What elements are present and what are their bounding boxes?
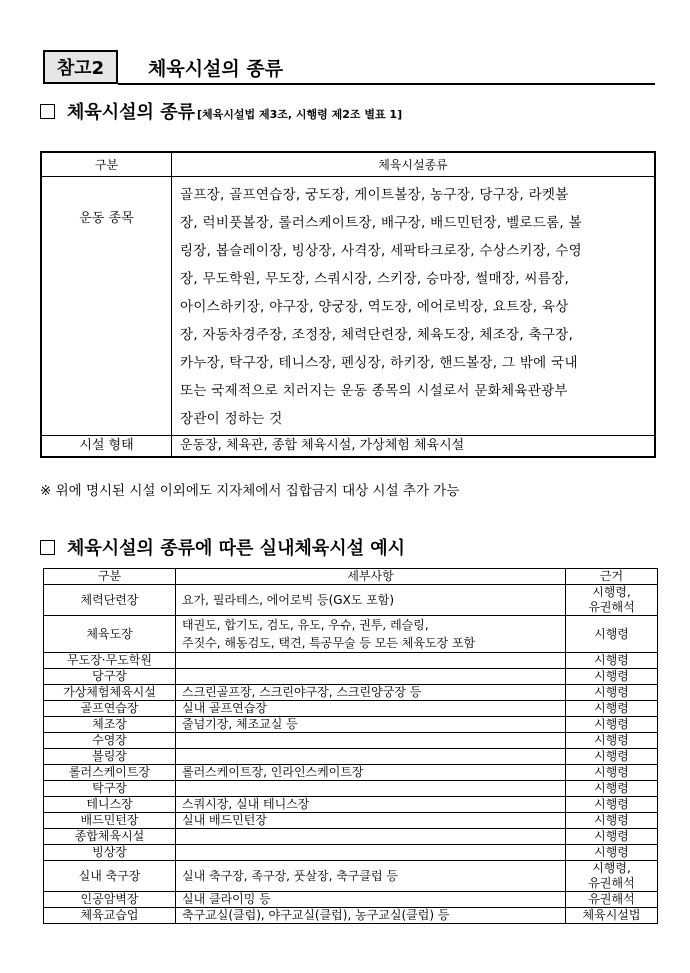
detail-line: 태권도, 합기도, 검도, 유도, 우슈, 권투, 레슬링,	[182, 618, 429, 632]
row-basis: 시행령	[566, 733, 658, 749]
header-detail: 세부사항	[176, 569, 566, 585]
basis-line: 유권해석	[588, 876, 635, 890]
row-category: 무도장·무도학원	[44, 653, 176, 669]
basis-line: 시행령,	[592, 861, 631, 875]
row-basis: 시행령	[566, 717, 658, 733]
header-category: 구분	[41, 152, 172, 177]
row-category: 인공암벽장	[44, 892, 176, 908]
table-row	[44, 685, 658, 701]
facility-types-table	[40, 151, 656, 458]
row-category: 볼링장	[44, 749, 176, 765]
row-basis: 시행령	[566, 701, 658, 717]
table-row	[41, 177, 655, 436]
row-detail: 줄넘기장, 체조교실 등	[176, 717, 566, 733]
table-row	[44, 701, 658, 717]
row-category: 실내 축구장	[44, 861, 176, 892]
row-category: 체육도장	[44, 616, 176, 653]
row-category: 종합체육시설	[44, 829, 176, 845]
basis-line: 유권해석	[588, 600, 635, 614]
reference-label: 참고2	[56, 58, 105, 79]
note-text: ※ 위에 명시된 시설 이외에도 지자체에서 집합금지 대상 시설 추가 가능	[40, 483, 460, 499]
table-row	[44, 829, 658, 845]
table-row	[44, 765, 658, 781]
row-detail: 스쿼시장, 실내 테니스장	[176, 797, 566, 813]
table-row	[44, 908, 658, 924]
row-category: 테니스장	[44, 797, 176, 813]
table-row	[44, 797, 658, 813]
sports-line: 골프장, 골프연습장, 궁도장, 게이트볼장, 농구장, 당구장, 라켓볼	[180, 187, 569, 203]
row-basis: 시행령	[566, 685, 658, 701]
row-basis: 유권해석	[566, 892, 658, 908]
row-basis: 시행령	[566, 616, 658, 653]
row-basis: 시행령	[566, 797, 658, 813]
table-row	[44, 616, 658, 653]
section2-title: 체육시설의 종류에 따른 실내체육시설 예시	[67, 538, 406, 559]
row-basis: 시행령	[566, 765, 658, 781]
sports-line: 장, 럭비풋볼장, 롤러스케이트장, 배구장, 배드민턴장, 벨로드롬, 볼	[180, 215, 582, 231]
row-detail	[176, 669, 566, 685]
sports-line: 아이스하키장, 야구장, 양궁장, 역도장, 에어로빅장, 요트장, 육상	[180, 299, 569, 315]
section1-heading	[40, 98, 402, 124]
row-category: 롤러스케이트장	[44, 765, 176, 781]
table-row	[44, 653, 658, 669]
page-title: 체육시설의 종류	[148, 58, 284, 80]
row-basis: 시행령	[566, 669, 658, 685]
row-category: 수영장	[44, 733, 176, 749]
table-header-row	[44, 569, 658, 585]
indoor-facility-examples-table	[43, 568, 658, 924]
detail-line: 주짓수, 해동검도, 택견, 특공무술 등 모든 체육도장 포함	[182, 636, 476, 650]
row-detail: 실내 클라이밍 등	[176, 892, 566, 908]
table-row	[44, 585, 658, 616]
row-detail	[176, 733, 566, 749]
sports-line: 장관이 정하는 것	[180, 411, 283, 427]
title-underline	[118, 83, 655, 85]
table-row	[44, 749, 658, 765]
header-facility-types: 체육시설종류	[172, 152, 656, 177]
row-category: 당구장	[44, 669, 176, 685]
table-row	[44, 733, 658, 749]
table-row	[44, 813, 658, 829]
row-category: 체조장	[44, 717, 176, 733]
row-detail: 스크린골프장, 스크린야구장, 스크린양궁장 등	[176, 685, 566, 701]
row-category: 탁구장	[44, 781, 176, 797]
row-category: 시설 형태	[41, 436, 172, 458]
row-basis: 시행령	[566, 845, 658, 861]
sports-line: 장, 무도학원, 무도장, 스쿼시장, 스키장, 승마장, 썰매장, 씨름장,	[180, 271, 570, 287]
table-row	[44, 669, 658, 685]
sports-line: 카누장, 탁구장, 테니스장, 펜싱장, 하키장, 핸드볼장, 그 밖에 국내	[180, 355, 578, 371]
table-header-row	[41, 152, 655, 177]
row-detail: 요가, 필라테스, 에어로빅 등(GX도 포함)	[176, 585, 566, 616]
section1-subtitle: [체육시설법 제3조, 시행령 제2조 별표 1]	[196, 108, 403, 121]
row-category: 빙상장	[44, 845, 176, 861]
checkbox-square-icon	[40, 104, 55, 119]
reference-label-box	[43, 50, 118, 84]
row-category: 가상체험체육시설	[44, 685, 176, 701]
sports-list-cell	[172, 177, 656, 436]
row-detail	[176, 616, 566, 653]
table-row	[44, 717, 658, 733]
row-basis: 시행령	[566, 781, 658, 797]
row-basis: 체육시설법	[566, 908, 658, 924]
sports-line: 링장, 봅슬레이장, 빙상장, 사격장, 세팍타크로장, 수상스키장, 수영	[180, 243, 582, 259]
row-category: 운동 종목	[41, 177, 172, 436]
row-basis: 시행령	[566, 749, 658, 765]
sports-line: 장, 자동차경주장, 조정장, 체력단련장, 체육도장, 체조장, 축구장,	[180, 327, 574, 343]
row-category: 배드민턴장	[44, 813, 176, 829]
row-detail	[176, 829, 566, 845]
sports-line: 또는 국제적으로 치러지는 운동 종목의 시설로서 문화체육관광부	[180, 383, 568, 399]
row-category: 체육교습업	[44, 908, 176, 924]
checkbox-square-icon	[40, 540, 55, 555]
row-detail	[176, 845, 566, 861]
row-detail	[176, 653, 566, 669]
row-basis: 시행령	[566, 813, 658, 829]
row-basis	[566, 585, 658, 616]
header-category: 구분	[44, 569, 176, 585]
table-row	[41, 436, 655, 458]
row-detail: 실내 골프연습장	[176, 701, 566, 717]
row-detail: 실내 축구장, 족구장, 풋살장, 축구클럽 등	[176, 861, 566, 892]
row-category: 체력단련장	[44, 585, 176, 616]
row-text: 운동장, 체육관, 종합 체육시설, 가상체험 체육시설	[172, 436, 656, 458]
table-row	[44, 781, 658, 797]
table-row	[44, 845, 658, 861]
row-detail	[176, 781, 566, 797]
row-detail: 실내 배드민턴장	[176, 813, 566, 829]
section2-heading	[40, 534, 405, 560]
row-detail	[176, 749, 566, 765]
section1-title: 체육시설의 종류	[67, 102, 195, 123]
header-basis: 근거	[566, 569, 658, 585]
row-basis	[566, 861, 658, 892]
row-detail: 롤러스케이트장, 인라인스케이트장	[176, 765, 566, 781]
basis-line: 시행령,	[592, 585, 631, 599]
row-detail: 축구교실(클럽), 야구교실(클럽), 농구교실(클럽) 등	[176, 908, 566, 924]
row-category: 골프연습장	[44, 701, 176, 717]
row-basis: 시행령	[566, 653, 658, 669]
table-row	[44, 892, 658, 908]
table-row	[44, 861, 658, 892]
row-basis: 시행령	[566, 829, 658, 845]
